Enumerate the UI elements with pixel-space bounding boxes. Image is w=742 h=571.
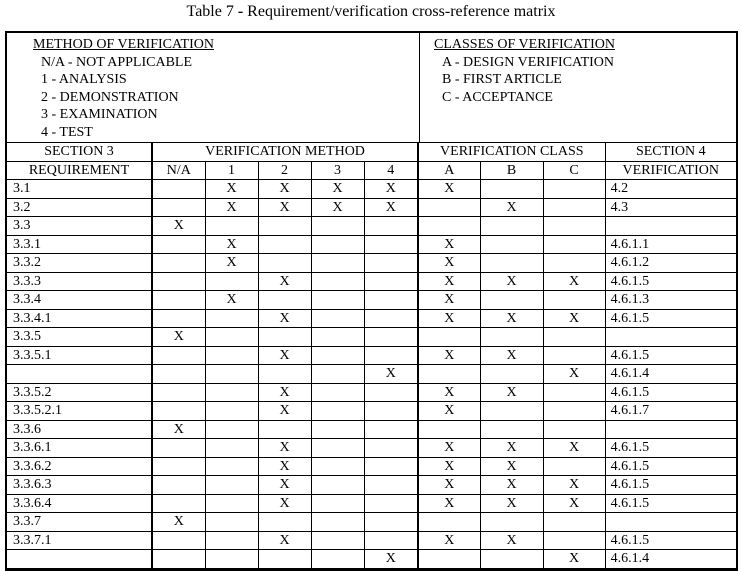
verification-ref-cell: 4.6.1.5 xyxy=(605,457,736,476)
verification-class-header: VERIFICATION CLASS xyxy=(418,143,605,161)
mark-cell xyxy=(152,346,205,365)
requirement-cell: 3.3.6.3 xyxy=(7,476,152,495)
class-legend-item: A - DESIGN VERIFICATION xyxy=(442,54,615,70)
mark-cell xyxy=(205,346,258,365)
mark-cell xyxy=(152,254,205,273)
mark-cell xyxy=(311,494,364,513)
mark-cell: X xyxy=(543,272,605,291)
mark-cell xyxy=(480,235,543,254)
mark-cell xyxy=(152,402,205,421)
mark-cell xyxy=(311,513,364,532)
mark-cell xyxy=(152,291,205,310)
mark-cell xyxy=(364,531,418,550)
verification-ref-cell: 4.6.1.4 xyxy=(605,365,736,384)
requirement-cell xyxy=(7,365,152,384)
requirement-cell: 3.3 xyxy=(7,217,152,236)
verification-ref-cell: 4.6.1.5 xyxy=(605,531,736,550)
mark-cell: X xyxy=(543,439,605,458)
table-number: Table 7 xyxy=(186,3,234,20)
mark-cell xyxy=(364,439,418,458)
mark-cell: X xyxy=(480,457,543,476)
mark-cell: X xyxy=(418,531,480,550)
table-row xyxy=(7,494,736,513)
verification-ref-cell xyxy=(605,420,736,439)
table-row xyxy=(7,309,736,328)
method-col-header: 1 xyxy=(205,161,258,180)
mark-cell xyxy=(311,309,364,328)
table-row xyxy=(7,328,736,347)
mark-cell xyxy=(152,476,205,495)
mark-cell: X xyxy=(418,272,480,291)
mark-cell xyxy=(543,531,605,550)
class-col-header: C xyxy=(543,161,605,180)
mark-cell: X xyxy=(543,494,605,513)
mark-cell: X xyxy=(480,272,543,291)
verification-ref-cell: 4.6.1.2 xyxy=(605,254,736,273)
mark-cell xyxy=(205,457,258,476)
mark-cell xyxy=(205,550,258,569)
mark-cell xyxy=(152,365,205,384)
requirement-cell xyxy=(7,550,152,569)
mark-cell xyxy=(205,365,258,384)
mark-cell xyxy=(311,346,364,365)
mark-cell xyxy=(480,402,543,421)
table-row xyxy=(7,420,736,439)
requirement-cell: 3.3.6 xyxy=(7,420,152,439)
requirement-cell: 3.3.7 xyxy=(7,513,152,532)
mark-cell: X xyxy=(258,531,311,550)
requirement-cell: 3.3.5 xyxy=(7,328,152,347)
mark-cell: X xyxy=(258,457,311,476)
verification-ref-cell: 4.6.1.7 xyxy=(605,402,736,421)
mark-cell xyxy=(205,420,258,439)
mark-cell xyxy=(543,402,605,421)
mark-cell xyxy=(258,513,311,532)
requirement-cell: 3.1 xyxy=(7,180,152,199)
mark-cell xyxy=(152,494,205,513)
method-col-header: 2 xyxy=(258,161,311,180)
mark-cell: X xyxy=(364,180,418,199)
mark-cell: X xyxy=(258,439,311,458)
mark-cell: X xyxy=(258,383,311,402)
mark-cell: X xyxy=(152,420,205,439)
verification-ref-cell: 4.6.1.5 xyxy=(605,272,736,291)
mark-cell xyxy=(205,217,258,236)
mark-cell xyxy=(364,420,418,439)
mark-cell: X xyxy=(205,291,258,310)
verification-ref-cell: 4.3 xyxy=(605,198,736,217)
mark-cell xyxy=(480,254,543,273)
method-col-header: 3 xyxy=(311,161,364,180)
verification-ref-cell: 4.6.1.1 xyxy=(605,235,736,254)
table-row xyxy=(7,550,736,569)
table-row xyxy=(7,180,736,199)
mark-cell: X xyxy=(418,235,480,254)
mark-cell xyxy=(205,494,258,513)
mark-cell: X xyxy=(418,457,480,476)
verification-ref-cell: 4.6.1.3 xyxy=(605,291,736,310)
verification-method-header: VERIFICATION METHOD xyxy=(152,143,418,161)
matrix-frame xyxy=(5,31,738,571)
mark-cell xyxy=(364,235,418,254)
method-legend-item: 2 - DEMONSTRATION xyxy=(41,89,179,105)
mark-cell xyxy=(364,383,418,402)
mark-cell: X xyxy=(480,476,543,495)
mark-cell: X xyxy=(543,550,605,569)
mark-cell xyxy=(205,513,258,532)
mark-cell: X xyxy=(543,309,605,328)
mark-cell xyxy=(543,198,605,217)
method-legend-item: 1 - ANALYSIS xyxy=(41,72,127,88)
method-legend-item: 3 - EXAMINATION xyxy=(41,107,158,123)
mark-cell xyxy=(364,402,418,421)
requirement-header: REQUIREMENT xyxy=(7,161,152,180)
mark-cell xyxy=(152,180,205,199)
verification-ref-cell: 4.2 xyxy=(605,180,736,199)
mark-cell xyxy=(480,180,543,199)
mark-cell: X xyxy=(258,198,311,217)
mark-cell xyxy=(311,402,364,421)
section3-header: SECTION 3 xyxy=(7,143,152,161)
cross-reference-table xyxy=(7,143,736,569)
table-row xyxy=(7,365,736,384)
table-row xyxy=(7,346,736,365)
mark-cell xyxy=(152,383,205,402)
mark-cell xyxy=(543,235,605,254)
mark-cell xyxy=(543,254,605,273)
mark-cell xyxy=(258,420,311,439)
mark-cell xyxy=(152,235,205,254)
mark-cell xyxy=(152,550,205,569)
mark-cell xyxy=(152,272,205,291)
mark-cell xyxy=(311,365,364,384)
mark-cell xyxy=(364,291,418,310)
table-row xyxy=(7,272,736,291)
section4-header: SECTION 4 xyxy=(605,143,736,161)
mark-cell xyxy=(205,383,258,402)
verification-ref-cell: 4.6.1.5 xyxy=(605,476,736,495)
mark-cell xyxy=(480,550,543,569)
mark-cell xyxy=(418,513,480,532)
mark-cell: X xyxy=(480,439,543,458)
mark-cell: X xyxy=(152,513,205,532)
mark-cell xyxy=(311,328,364,347)
mark-cell xyxy=(364,494,418,513)
table-row xyxy=(7,476,736,495)
mark-cell xyxy=(418,420,480,439)
mark-cell: X xyxy=(418,346,480,365)
requirement-cell: 3.3.7.1 xyxy=(7,531,152,550)
mark-cell: X xyxy=(480,494,543,513)
verification-ref-cell: 4.6.1.5 xyxy=(605,439,736,458)
mark-cell xyxy=(205,476,258,495)
mark-cell xyxy=(152,531,205,550)
class-legend-item: C - ACCEPTANCE xyxy=(442,89,553,105)
mark-cell xyxy=(364,272,418,291)
table-row xyxy=(7,439,736,458)
requirement-cell: 3.3.2 xyxy=(7,254,152,273)
table-row xyxy=(7,531,736,550)
mark-cell: X xyxy=(418,180,480,199)
mark-cell xyxy=(480,420,543,439)
mark-cell: X xyxy=(258,309,311,328)
mark-cell xyxy=(311,439,364,458)
requirement-cell: 3.3.1 xyxy=(7,235,152,254)
mark-cell: X xyxy=(418,291,480,310)
mark-cell: X xyxy=(418,439,480,458)
caption-separator: - xyxy=(233,3,248,20)
mark-cell xyxy=(258,550,311,569)
mark-cell: X xyxy=(258,494,311,513)
requirement-cell: 3.3.6.1 xyxy=(7,439,152,458)
mark-cell xyxy=(311,476,364,495)
class-col-header: B xyxy=(480,161,543,180)
mark-cell: X xyxy=(311,198,364,217)
mark-cell xyxy=(364,346,418,365)
mark-cell xyxy=(152,198,205,217)
mark-cell xyxy=(311,531,364,550)
mark-cell xyxy=(311,550,364,569)
table-row xyxy=(7,198,736,217)
mark-cell xyxy=(364,217,418,236)
mark-cell: X xyxy=(543,365,605,384)
mark-cell xyxy=(418,365,480,384)
mark-cell: X xyxy=(152,217,205,236)
mark-cell xyxy=(205,402,258,421)
mark-cell: X xyxy=(205,254,258,273)
mark-cell xyxy=(543,180,605,199)
mark-cell xyxy=(418,550,480,569)
mark-cell xyxy=(205,531,258,550)
mark-cell xyxy=(311,457,364,476)
mark-cell: X xyxy=(205,180,258,199)
requirement-cell: 3.3.5.2 xyxy=(7,383,152,402)
mark-cell: X xyxy=(480,198,543,217)
mark-cell: X xyxy=(480,383,543,402)
verification-ref-cell xyxy=(605,513,736,532)
mark-cell xyxy=(311,272,364,291)
mark-cell xyxy=(364,513,418,532)
mark-cell xyxy=(311,217,364,236)
requirement-cell: 3.3.5.2.1 xyxy=(7,402,152,421)
requirement-cell: 3.3.4.1 xyxy=(7,309,152,328)
mark-cell xyxy=(205,309,258,328)
mark-cell xyxy=(418,328,480,347)
mark-cell xyxy=(480,365,543,384)
mark-cell xyxy=(205,272,258,291)
mark-cell: X xyxy=(418,494,480,513)
mark-cell xyxy=(205,328,258,347)
mark-cell xyxy=(418,198,480,217)
mark-cell xyxy=(480,328,543,347)
requirement-cell: 3.3.4 xyxy=(7,291,152,310)
requirement-cell: 3.3.6.4 xyxy=(7,494,152,513)
mark-cell: X xyxy=(258,346,311,365)
method-legend-item: N/A - NOT APPLICABLE xyxy=(41,54,193,70)
mark-cell xyxy=(543,328,605,347)
table-row xyxy=(7,291,736,310)
mark-cell xyxy=(480,217,543,236)
mark-cell: X xyxy=(543,476,605,495)
mark-cell xyxy=(543,346,605,365)
method-col-header: N/A xyxy=(152,161,205,180)
mark-cell: X xyxy=(258,476,311,495)
mark-cell xyxy=(311,383,364,402)
mark-cell xyxy=(364,328,418,347)
method-legend-item: 4 - TEST xyxy=(41,124,93,140)
class-col-header: A xyxy=(418,161,480,180)
requirement-cell: 3.3.5.1 xyxy=(7,346,152,365)
mark-cell: X xyxy=(205,235,258,254)
mark-cell: X xyxy=(364,365,418,384)
verification-ref-cell xyxy=(605,217,736,236)
mark-cell: X xyxy=(418,402,480,421)
class-legend xyxy=(420,33,736,142)
mark-cell xyxy=(152,439,205,458)
mark-cell: X xyxy=(418,309,480,328)
mark-cell xyxy=(480,513,543,532)
mark-cell xyxy=(543,513,605,532)
method-legend-heading: METHOD OF VERIFICATION xyxy=(33,37,214,52)
requirement-cell: 3.3.3 xyxy=(7,272,152,291)
table-title: Requirement/verification cross-reference matrix xyxy=(247,3,556,20)
mark-cell: X xyxy=(418,383,480,402)
mark-cell: X xyxy=(258,180,311,199)
verification-ref-cell xyxy=(605,328,736,347)
table-row xyxy=(7,217,736,236)
mark-cell xyxy=(311,291,364,310)
mark-cell xyxy=(311,254,364,273)
mark-cell xyxy=(543,420,605,439)
mark-cell xyxy=(258,291,311,310)
table-caption xyxy=(0,3,742,21)
verification-ref-cell: 4.6.1.5 xyxy=(605,383,736,402)
mark-cell: X xyxy=(364,550,418,569)
table-row xyxy=(7,513,736,532)
table-row xyxy=(7,457,736,476)
verification-header: VERIFICATION xyxy=(605,161,736,180)
mark-cell xyxy=(418,217,480,236)
mark-cell xyxy=(258,235,311,254)
mark-cell xyxy=(364,309,418,328)
mark-cell xyxy=(480,291,543,310)
mark-cell: X xyxy=(364,198,418,217)
table-row xyxy=(7,402,736,421)
verification-ref-cell: 4.6.1.4 xyxy=(605,550,736,569)
table-row xyxy=(7,235,736,254)
mark-cell: X xyxy=(418,254,480,273)
method-legend xyxy=(7,33,420,142)
class-legend-item: B - FIRST ARTICLE xyxy=(442,72,562,88)
mark-cell xyxy=(205,439,258,458)
mark-cell: X xyxy=(480,531,543,550)
table-row xyxy=(7,254,736,273)
mark-cell xyxy=(364,254,418,273)
class-legend-heading: CLASSES OF VERIFICATION xyxy=(434,37,615,52)
verification-ref-cell: 4.6.1.5 xyxy=(605,494,736,513)
requirement-cell: 3.3.6.2 xyxy=(7,457,152,476)
table-body xyxy=(7,180,736,569)
requirement-cell: 3.2 xyxy=(7,198,152,217)
verification-ref-cell: 4.6.1.5 xyxy=(605,346,736,365)
mark-cell xyxy=(543,457,605,476)
mark-cell xyxy=(258,217,311,236)
mark-cell xyxy=(311,420,364,439)
mark-cell xyxy=(543,291,605,310)
mark-cell: X xyxy=(418,476,480,495)
mark-cell xyxy=(258,365,311,384)
method-col-header: 4 xyxy=(364,161,418,180)
mark-cell: X xyxy=(258,402,311,421)
mark-cell: X xyxy=(480,309,543,328)
mark-cell: X xyxy=(152,328,205,347)
mark-cell xyxy=(543,383,605,402)
verification-ref-cell: 4.6.1.5 xyxy=(605,309,736,328)
mark-cell xyxy=(258,328,311,347)
mark-cell: X xyxy=(480,346,543,365)
legend-box xyxy=(7,33,736,143)
mark-cell xyxy=(311,235,364,254)
mark-cell xyxy=(152,309,205,328)
mark-cell: X xyxy=(258,272,311,291)
mark-cell xyxy=(152,457,205,476)
mark-cell xyxy=(364,476,418,495)
mark-cell xyxy=(258,254,311,273)
mark-cell xyxy=(364,457,418,476)
mark-cell xyxy=(543,217,605,236)
mark-cell: X xyxy=(205,198,258,217)
mark-cell: X xyxy=(311,180,364,199)
table-row xyxy=(7,383,736,402)
